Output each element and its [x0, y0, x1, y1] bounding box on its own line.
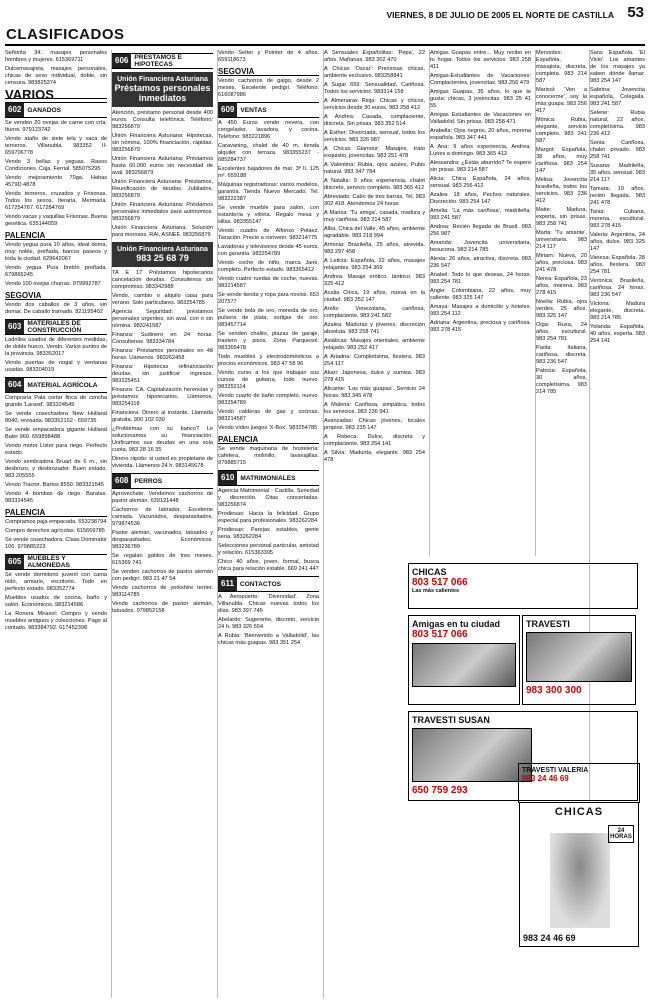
promo-susan-photo [412, 728, 532, 782]
classified-ad: Compramos paja empacada. 653238794 [5, 519, 107, 525]
classified-ad: Se regalan gatitos de tres meses. 615369 741 [112, 553, 213, 566]
classified-ad: Prodiesas: Hacia la felicidad. Grupo especial para profesionales. 983262284 [218, 511, 319, 524]
category-header [218, 576, 319, 592]
classified-ad: Avanzadas: Chicas jóvenes, locales propios. 983 235 147 [324, 418, 425, 431]
category-number: 603 [5, 320, 24, 334]
classified-ad: Melisa: Jovencita brasileña, todos los servicios. 983 236 412 [536, 177, 587, 204]
classified-ad: Noelia: Rubia, ojos verdes, 25 años. 983 325 147 [536, 299, 587, 319]
province-heading: SEGOVIA [5, 292, 107, 300]
classified-ad: Vendo sembradora Bruart de 6 m., sin desbrozo, y desbrozador. Buen estado. 983 205555 [5, 459, 107, 479]
category-title: MUEBLES Y ALMONEDAS [27, 555, 70, 569]
banner-line-2: 983 25 68 79 [136, 253, 189, 263]
classified-ad: Andrea: Recién llegada de Brasil. 983 256 987 [430, 224, 531, 237]
classified-ad: Vendo Setter y Pointer de 4 años. 659118673 [218, 50, 319, 63]
column-6 [535, 50, 587, 556]
province-heading: PALENCIA [218, 436, 319, 444]
category-header [218, 102, 319, 118]
classified-ad: Victoria: Madura elegante, discreta. 983 214 785 [590, 301, 645, 321]
classified-ad: Vendo Tractor. Bartos 8550. 983321545 [5, 482, 104, 488]
classified-ad: A Rubia: 'Bienvenido a Valladolid', las chicas más guapas. 983 351 254 [218, 633, 319, 646]
promo-chicas [408, 563, 638, 609]
classified-ad: A Ana: 9 años experiencia, Andrea. Lunes a domingo. 983 365 412 [430, 144, 531, 157]
chicas-box [519, 802, 639, 947]
classified-ad: Verónica: Brasileña, cariñosa, 24 horas. 983 236 547 [590, 278, 645, 298]
promo-susan-phone: 650 759 293 [412, 785, 468, 796]
classified-ad: Selene: Rubia natural, 22 años, completísima. 983 236 412 [590, 110, 645, 137]
classified-ad: Atención, préstamo personal desde 400 euros. Consulta telefónica. Teléfono: 983256879 [112, 110, 213, 130]
banner-line-1: Unión Financiera Asturiana [117, 246, 208, 253]
section-title: CLASIFICADOS [6, 26, 125, 43]
classified-ad: Amigas Guapas, 35 años, lo que te gusta: chicas, 3 jovencitas. 983 25 41 55 [430, 89, 531, 109]
classified-ad: Lavadoras y televisores desde 45 euros, con garantía. 983254789 [218, 244, 319, 257]
classified-ad: Excelentes bajadores de mar. 3ª lí. 125 m². 659188 [218, 166, 319, 179]
classified-ad: Unión Financiera Asturiana: Solución para morosos, RAI, ASNEF. 983256879 [112, 225, 213, 238]
page-header [0, 0, 650, 56]
classified-ad: Vendo cachorros de yorkshire terrier. 983114785 [112, 585, 213, 598]
classified-ad: Finanza: Hipotecas refinanciación deudas, sin justificar ingresos. 983225451 [112, 364, 213, 384]
classified-ad: Vendo cachorros de pastor alemán, tatuados. 979852158 [112, 601, 213, 614]
classified-ad: Chico 40 años, joven, formal, busca chica para relación estable. 669 241 447 [218, 559, 319, 572]
classified-ad: Amaya: Masajes a domicilio y hoteles. 983 254 112 [430, 304, 531, 317]
classified-ad: A Rebeca: Dulce, discreta y complaciente. 983 254 141 [324, 434, 425, 447]
promo-amigas [408, 615, 520, 705]
classified-ad: Unión Financiera Asturiana: Préstamos hasta 60.000 euros sin necesidad de aval. 983256879 [112, 156, 213, 176]
classified-ad: Cachorros de labrador. Excelente camada. Vacunados, desparasitados. 979874536 [112, 507, 213, 527]
promo-travesti-phone: 983 300 300 [526, 685, 582, 696]
column-3 [217, 50, 319, 998]
classified-ad: Miriam: Nueva, 20 años, preciosa. 983 241 478 [536, 253, 587, 273]
category-header [5, 319, 107, 335]
category-header [112, 53, 213, 69]
classified-ad: A Chicas Glamour: Masajes, trato exquisito, jovencitas. 983 251 478 [324, 146, 425, 159]
promo-chicas-sub: Las más calientes [412, 588, 460, 594]
promo-travesti-photo [526, 632, 632, 682]
classified-ad: Arminia: Brasileña, 25 años, atrevida. 983 297 458 [324, 242, 425, 255]
category-title: GANADOS [27, 106, 62, 114]
classified-ad: Aprovechate. Vendemos cachorros de pastor alemán. 639121448 [112, 491, 213, 504]
classified-ad: A Chicas 'Oscar': Preciosas chicas, ambiente exclusivo. 983258841 [324, 66, 425, 79]
promo-travesti [522, 615, 636, 705]
chicas-box-title: CHICAS [554, 806, 604, 818]
classified-ad: Vendo cuatro ruedas de coche, nuevas. 983214587 [218, 276, 319, 289]
classified-ad: Alexia: 26 años, atractiva, discreta. 983 236 547 [430, 256, 531, 269]
category-title: CONTACTOS [239, 580, 282, 588]
classified-ad: Pastor alemán, vacunados, tatuados y desparasitados. Económicos. 983236789 [112, 530, 213, 550]
category-number: 605 [5, 555, 24, 569]
promo-row [408, 612, 638, 708]
classified-ad: A Leticia: Española, 22 años, masajes relajantes. 983 254 369 [324, 258, 425, 271]
classified-ad: Vendo 100 ovejas churras. 979992787 [5, 281, 101, 287]
classified-ad: Vendo yegua Pura bretón preñada. 679865245 [5, 265, 107, 278]
classified-ad: Vendo, cambio o alquilo casa para verano. Solo particulares. 983254785 [112, 293, 213, 306]
column-1 [5, 50, 107, 998]
classified-ad: Selecciones personal particular, amistad y relación. 615363395 [218, 543, 319, 556]
classified-ad: Se vende bola de oro, moneda de oro, pulsera de plata, sortijas de oro. 983457714 [218, 308, 319, 328]
classified-ad: Mónica: Rubia, elegante, servicio completo. 983 241 587 [536, 117, 587, 144]
province-heading: PALENCIA [5, 509, 107, 517]
classified-ad: Adriana: Argentina, preciosa y cariñosa. 983 278 415 [430, 320, 531, 333]
classified-ad: Se vende empacadora gigante Holland Baler 960. 659898488 [5, 427, 107, 440]
classified-ad: Arelis: Venezolana, cariñosa, complaciente. 983 241 582 [324, 306, 425, 319]
classified-ad: Finanza: Sudinero en 24 horas. Consultenos. 983334784 [112, 332, 213, 345]
banner-line-2: Préstamos personales inmediatos [114, 83, 211, 103]
province-heading: SEGOVIA [218, 68, 319, 76]
category-header [5, 377, 107, 393]
classified-ad: Alicante: 'Las más guapas'. Servicio 24 horas. 983 345 478 [324, 386, 425, 399]
category-title: PRESTAMOS E HIPOTECAS [134, 54, 182, 68]
classified-ad: Asiáticas: Masajes orientales, ambiente relajado. 983 252 417 [324, 338, 425, 351]
classified-ad: A Marisa: 'Tu amiga', casada, madura y muy cariñosa. 983 214 587 [324, 210, 425, 223]
classified-ad: Alicia: Chica Española, 24 años, sensual. 983 256 412 [430, 176, 531, 189]
classified-ad: Se venden cachorros de pastor alemán con pedigrí. 983 21 47 54 [112, 569, 213, 582]
classified-ad: Vanesa: Española, 28 años, fiestera. 983 254 781 [590, 255, 645, 275]
classified-ad: Vendo puertas de nogal y ventanas usadas. 983204019 [5, 360, 107, 373]
classified-ad: ¿Problemas con su banco? Le solucionamos su financiación. Unificamos sus deudas en una sola cuota. 983 28 16 35 [112, 426, 213, 453]
classified-ad: Señorita 34. masajes personales hombres y mujeres. 615369711 [5, 50, 107, 63]
classified-ad: Olga: Rusa, 24 años, escultural. 983 254 781 [536, 322, 587, 342]
chicas-box-photo [550, 833, 610, 928]
classified-ad: Amelia: 'La más cariñosa', madrileña. 983 241 587 [430, 208, 531, 221]
classified-ad: Máquinas registradoras: varios modelos, garantía. Tienda Nuevo Mercado. Tel. 983222387 [218, 182, 319, 202]
classified-ad: Susana: Madrileña, 35 años, sensual. 983 214 117 [590, 163, 645, 183]
banner-line-1: Unión Financiera Asturiana [117, 76, 208, 83]
classified-ad: A Natalia: 9 años experiencia, chalet discreto, servicio completo. 983 365 412 [324, 178, 425, 191]
classified-ad: Vendo motor Lister para riego. Perfecto estado. [5, 443, 107, 456]
classified-ad: Abelardo: Sugerente, discreto, servicio 24 h. 983 326 554 [218, 617, 319, 630]
column-5 [429, 50, 531, 556]
classified-ad: Compraría Pala cortar finca de concha grande 'Larasd'. 983324545 [5, 395, 107, 408]
province-heading: PALENCIA [5, 232, 107, 240]
classified-ad: A Malena: Cariñosa, simpática, todos los servicios. 983 236 941 [324, 402, 425, 415]
classified-ad: Unión Financiera Asturiana: Hipotecas, sin nómina, 100% financiación, rápidas. 983256879 [112, 133, 213, 153]
classified-ad: Se vende dormitorio juvenil con cama nido, armario, escritorio. Todo en perfecto estado. 983352774 [5, 572, 107, 592]
category-title: MATERIAL AGRÍCOLA [27, 381, 98, 389]
classified-ad: Vendo vídeo juegos 'X-Box'. 983254785 [218, 425, 318, 431]
page-number: 53 [627, 4, 644, 21]
category-title: PERROS [134, 477, 163, 485]
classified-ad: Ladrillos usados de diferentes medidas, de doble hueco. Vendo. Varios puntos de la provincia. 983352017 [5, 337, 107, 357]
classified-ad: Akari: Japonesa, dulce y sumisa. 983 278 415 [324, 370, 425, 383]
classified-ad: Se venden chalés, plazas de garaje, trastero y pisos. Zona Parquesol. 983365478 [218, 331, 319, 351]
classified-ad: Vendo vacas y vaquillas Frisonas. Buena genética. 635144059 [5, 214, 107, 227]
category-number: 608 [112, 474, 131, 488]
classified-ad: Vendo calderas de gas y cocinas. 983214587 [218, 409, 319, 422]
lender-banner [112, 242, 213, 267]
classified-ad: Patricia: Española, 30 años, completísima. 983 214 785 [536, 368, 587, 395]
classified-ad: Marisol: 'Ven a conocerme', soy la más guapa. 983 256 417 [536, 87, 587, 114]
category-number: 611 [218, 577, 237, 591]
classified-ad: Se venden 20 ovejas de carne con cría. Iturrei. 979123742 [5, 120, 107, 133]
classified-ad: Se vende cosechadora New Holland 8040, revisada. 983352152 - 659735 [5, 411, 107, 424]
classified-ad: Tania: Cubana, morena, escultural. 983 278 415 [590, 209, 645, 229]
category-header [112, 473, 213, 489]
column-2 [111, 50, 213, 998]
classified-ad: A Esther: Divorciada, sensual, todos los servicios. 983 326 987 [324, 130, 425, 143]
classified-ad: Se vende tienda y ropa para novios. 653 207577 [218, 292, 319, 305]
category-header [218, 470, 319, 486]
classified-ad: Marta: 'Tu amante', universitaria. 983 214 117 [536, 230, 587, 250]
classified-ad: Paola: Italiana, cariñosa, discreta. 983 236 547 [536, 345, 587, 365]
classified-ad: Yolanda: Española, 40 años, experta. 983 254 141 [590, 324, 645, 344]
category-header [5, 554, 107, 570]
classified-ad: A Ariadna: Completísima, fiestera. 983 254 117 [324, 354, 425, 367]
classified-ad: Mercedes: Española, masajista, discreta, completa. 983 214 587 [536, 50, 587, 84]
classified-ad: A Aeropuerto: 'Diversidad'. Zona Villanubla. Chicas nuevas todos los días. 983 397 745 [218, 594, 319, 614]
classified-ad: Anabel: Todo lo que deseas, 24 horas. 983 254 781 [430, 272, 531, 285]
classified-ad: Amigas Estudiantes de Vacaciones en Valladolid. Sin prisas. 983 258 471 [430, 112, 531, 125]
classified-ad: Dinero rápido: si usted es propietario de vivienda. Llámenos 24 h. 983145678 [112, 456, 213, 469]
classified-ad: Amigas Guapas entre... Muy recibo en tu hogar. Todos los servicios. 983 258 411 [430, 50, 531, 70]
promo-amigas-photo [412, 643, 516, 687]
classified-ad: A Valentina: Rubia, ojos azules, Pubis natural. 983 347 784 [324, 162, 425, 175]
category-header [5, 102, 107, 118]
classified-ad: Finanza: CA. Capitalización herencias y préstamos hipotecarios. Llámenos. 983254118 [112, 387, 213, 407]
classified-ad: Vendo cuadro de Alfonso Pelaez. Tasación. Precio a convenir. 983214775 [218, 228, 319, 241]
classified-ad: Nerea: Española, 23 años, morena. 983 278 415 [536, 276, 587, 296]
classified-ad: Vendo curso a los que trabajan sus cursos de guitarra, todo nuevo. 983252114 [218, 370, 319, 390]
classified-ad: A 450 Euros vendo nevera, con congelador, lavadora, y cocina. Teléfono: 983221896 [218, 120, 319, 140]
category-title: MATRIMONIALES [240, 474, 296, 482]
classified-ad: Vendo yegua pura 10 años, ideal doma, muy noble, preñada, barcos paseos y toda la ciudad. 629642067 [5, 242, 107, 262]
category-title: VENTAS [240, 106, 267, 114]
classified-ad: Azalea: Maduras y jóvenes, discreción absoluta. 983 258 741 [324, 322, 425, 335]
promo-chicas-phone: 803 517 066 [412, 577, 468, 588]
promo-amigas-title: Amigas en tu ciudad [412, 619, 501, 629]
classified-ad: Dulcemasajista, masajes personales, chicas de sexo individual, doble, sin censura. 983825374 [5, 66, 107, 86]
classified-ad: Unión Financiera Asturiana: Préstamos, Reunificación de deudas. Jubilados. 983256879 [112, 179, 213, 199]
classified-ad: Valeria: Argentina, 24 años, dulce. 983 325 147 [590, 232, 645, 252]
promo-amigas-phone: 803 517 066 [412, 629, 468, 640]
lender-banner [112, 72, 213, 107]
chicas-box-phone: 983 24 46 69 [523, 933, 576, 943]
classified-ad: Maite: Madura, experta, sin prisas. 983 258 741 [536, 207, 587, 227]
classified-ad: Vendo mejoramiento 70ga. Hahas 4579D.4878 [5, 175, 107, 188]
classified-ad: Compro derechos agrícolas. 615669785 [5, 528, 105, 534]
classified-ad: Vendo cachorros de galgo, desde 2 meses. Excelente pedigrí. Teléfono: 616087986 [218, 78, 319, 98]
classified-ad: Todo muebles y electrodomésticos a precios económicos. 983 47 58 96 [218, 354, 319, 367]
classified-ad: Alba, Chica del Valle, 45 años, ambiente agradable. 983 218 994 [324, 226, 425, 239]
classified-ad: Angie: Colombiana, 22 años, muy caliente. 983 325 147 [430, 288, 531, 301]
category-number: 609 [218, 103, 237, 117]
classified-ad: A Almenaras Rioja: Chicas y chicos, servicios desde 30 euros. 983 258 412 [324, 98, 425, 111]
classified-ad: Abreviado: Cabo de tres barras, Tel. 983 302 418. Atendemos 24 horas [324, 194, 425, 207]
classified-ad: Sonia: Cariñosa, chalet privado. 983 258 741 [590, 140, 645, 160]
classified-ad: A Sugar 659: Sensualidad, Cariñosa. Todos los servicios. 983314 158 [324, 82, 425, 95]
promo-travesti-title: TRAVESTI [526, 619, 570, 629]
section-heading: VARIOS [5, 91, 107, 99]
promo-travesti-valeria [518, 763, 640, 803]
promo-susan-title: TRAVESTI SUSAN [412, 715, 490, 725]
dateline: VIERNES, 8 DE JULIO DE 2005 EL NORTE DE CASTILLA [386, 10, 614, 20]
classified-ad: Amanda: Jovencita universitaria, besucona. 983 214 785 [430, 240, 531, 253]
classified-ad: Sara: Española. 'El Vicio'. Los amantes de los masajes ya saben dónde llamar. 983 254 147 [590, 50, 645, 84]
classified-ad: TA E 17 Préstamos hipotecarios cancelación deudas. Consultenos sin compromiso. 983342988 [112, 270, 213, 290]
classified-ad: Vendo 3 bellas y yeguas. Rasos Condiciones. Caja. Ferrial. 585075295 [5, 159, 107, 172]
chicas-box-badge: 24 HORAS [608, 825, 634, 843]
classified-ad: Arabella: Ojos negros, 20 años, morena española. 983 347 441 [430, 128, 531, 141]
header-rule [5, 44, 645, 46]
classified-ad: A Sensuales Españolitas: 'Pepa', 22 años. Mañanas. 983 302 470 [324, 50, 425, 63]
category-number: 604 [5, 378, 24, 392]
classified-ad: Alessandra: ¿Estás aburrido? Te espero sin prisas. 983 214 587 [430, 160, 531, 173]
classified-ad: La Ronera Mirasol: Compro y vendo muebles antiguos y colecciones. Pago al contado. 983384792. 617452398 [5, 611, 107, 631]
classified-ad: Andrea: Masaje erótico, tántrico. 983 325 412 [324, 274, 425, 287]
classified-ad: Vendo coche de niño, marca Jané, completo. Perfecto estado. 983365412 [218, 260, 319, 273]
classified-ad: Finanza: Préstamos personales en 48 horas. Llámenos. 983262458 [112, 348, 213, 361]
classified-ad: Se vende mueble para salón, con estantería y vitrina. Regalo mesa y sillas. 983355147 [218, 205, 319, 225]
classified-ad: Vendo ataño de siete tela y vaca de terneros. Villanubla. 983352 II-659706778 [5, 136, 107, 156]
classified-ad: Se vende cosechadora. Claas Dominator 106. 979885223 [5, 537, 107, 550]
classified-ad: Se vende maquinaria de hostelería: cafetera, molinillo, lavavajillas. 979885715 [218, 446, 319, 466]
category-number: 606 [112, 54, 131, 68]
classified-ad: Vendo 4 bombas de riego. Baratas. 983324545 [5, 491, 107, 504]
promo-valeria-phone: 983 24 46 69 [522, 774, 569, 783]
column-4 [323, 50, 425, 998]
classified-ad: Prodiesas: Parejas estables, gente seria. 983262284 [218, 527, 319, 540]
classified-ad: Amigas-Estudiantes de Vacaciones: Complacientes, jovencitas. 983 256 479 [430, 73, 531, 86]
classified-ad: Agencia Matrimonial - Castilla. Seriedad y discreción. Citas concertadas. 983256874 [218, 488, 319, 508]
category-title: MATERIALES DE CONSTRUCCIÓN [27, 320, 82, 334]
classified-ad: Agencia Seguridad: préstamos personales urgentes, sin aval, con o sin nómina. 983241587 [112, 309, 213, 329]
classified-ad: Vendo dos caballos de 3 años, sin domar. De caballo tramado. 821195402 [5, 302, 107, 315]
classified-ad: Financiera: Dinero al instante. Llamada gratuita. 900 102 030 [112, 410, 213, 423]
classified-ad: Azalea: 18 años, Pechos naturales. Discreción. 983 254 147 [430, 192, 531, 205]
promo-chicas-title: CHICAS [412, 567, 447, 577]
classified-ad: Vendo cuarto de baño completo, nuevo. 983254789 [218, 393, 319, 406]
classified-ad: Unión Financiera Asturiana: Préstamos personales inmediatos para autónomos. 983256879 [112, 202, 213, 222]
classified-ad: A Silvia: Madurita, elegante. 983 254 478 [324, 450, 425, 463]
classified-ad: Acalia Chica, 19 años, nueva en la ciudad. 983 352 147 [324, 290, 425, 303]
category-number: 610 [218, 471, 237, 485]
classified-ad: Tamara: 19 años, recién llegada. 983 241 478 [590, 186, 645, 206]
classified-ad: Vendo terneros, cruzados y Frisonas. Todos los sexos. Iteraria, Mermaria. 617254767. 617284769 [5, 191, 107, 211]
classified-ad: A Andrea: Casada, complaciente, discreta. Sin prisas. 983 352 514 [324, 114, 425, 127]
classified-ad: Margot: Española, 38 años, muy cariñosa. 983 254 147 [536, 147, 587, 174]
classified-ad: Muebles usados de cocina, baño y salón. Económicos. 983214586 [5, 595, 107, 608]
category-number: 602 [5, 103, 24, 117]
classified-ad: Sabrina: Jovencita española, Colegiala. 983 241 587 [590, 87, 645, 107]
classified-ad: Caravaning, chalet de 40 m, tienda alquiler con terraza. 983355237 - 685284737 [218, 143, 319, 163]
promo-valeria-title: TRAVESTI VALERIA [522, 767, 589, 774]
